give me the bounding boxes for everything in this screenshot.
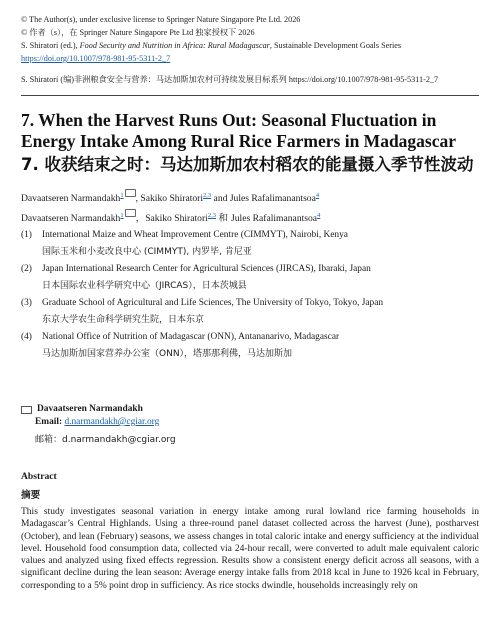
author-name: Sakiko Shiratori bbox=[140, 193, 204, 205]
abstract-text: This study investigates seasonal variation in energy intake among rural lowland rice farming households in Madagascar’s Central Highlands. Using a three-round panel dataset collected across the harvest (June), postharvest (October), and lean (February) seasons, we assess changes in total caloric intake and energy sufficiency at the individual level. Household food consumption data, collected via 24-hour recall, were converted to adult male equivalent caloric values and analyzed using fixed effects regression. Results show a consistent energy deficit across all seasons, with a significant decline during the lean season: Average energy intake falls from 2018 kcal in June to 1926 kcal in February, corresponding to a 5% point drop in sufficiency. As rice stocks dwindle, households increasingly rely on bbox=[21, 507, 479, 591]
chapter-title-zh: 7. 收获结束之时：马达加斯加农村稻农的能量摄入季节性波动 bbox=[21, 155, 474, 174]
author-name: Davaatseren Narmandakh bbox=[21, 193, 121, 205]
affiliation-zh: 东京大学农生命科学研究生院，日本东京 bbox=[42, 315, 205, 325]
doi-link[interactable]: https://doi.org/10.1007/978-981-95-5311-2_7 bbox=[21, 54, 171, 63]
chapter-title: 7. When the Harvest Runs Out: Seasonal Fluctuation in Energy Intake Among Rural Rice Farmers in Madagascar bbox=[21, 110, 457, 151]
affiliation-4: (4) National Office of Nutrition of Madagascar (ONN), Antananarivo, Madagascar 马达加斯加国家营养办公室（ONN），塔那那利佛，马达加斯加 bbox=[21, 331, 479, 365]
affiliation-ref[interactable]: 4 bbox=[317, 212, 321, 219]
affiliation-zh: 国际玉米和小麦改良中心 (CIMMYT), 内罗毕, 肯尼亚 bbox=[42, 247, 252, 257]
author-name: Jules Rafalimanantsoa bbox=[229, 193, 316, 205]
affiliation-3: (3) Graduate School of Agricultural and Life Sciences, The University of Tokyo, Tokyo, Japan 东京大学农生命科学研究生院，日本东京 bbox=[21, 297, 479, 331]
author-name: Jules Rafalimanantsoa bbox=[231, 213, 318, 225]
book-reference: S. Shiratori (ed.), Food Security and Nutrition in Africa: Rural Madagascar, Sustainable Development Goals Series bbox=[21, 41, 402, 50]
abstract-heading-zh: 摘要 bbox=[21, 490, 41, 501]
affiliation-ref[interactable]: 1 bbox=[120, 192, 124, 199]
affiliation-en: International Maize and Wheat Improvement Centre (CIMMYT), Nairobi, Kenya bbox=[42, 230, 348, 240]
affiliation-1: (1) International Maize and Wheat Improvement Centre (CIMMYT), Nairobi, Kenya 国际玉米和小麦改良中心 (CIMMYT), 内罗毕, 肯尼亚 bbox=[21, 229, 479, 263]
email-zh: 邮箱：d.narmandakh@cgiar.org bbox=[35, 435, 176, 445]
affiliation-ref[interactable]: 4 bbox=[315, 192, 320, 199]
abstract-heading: Abstract bbox=[21, 471, 57, 482]
affiliation-en: Japan International Research Center for Agricultural Sciences (JIRCAS), Ibaraki, Japan bbox=[42, 264, 371, 274]
affiliation-zh: 马达加斯加国家营养办公室（ONN），塔那那利佛，马达加斯加 bbox=[42, 349, 293, 359]
affiliation-ref[interactable]: 2 bbox=[203, 192, 207, 199]
affiliation-en: Graduate School of Agricultural and Life Sciences, The University of Tokyo, Tokyo, Japan bbox=[42, 298, 384, 308]
author-line-zh: Davaatseren Narmandakh$^1$ ，Sakiko Shiratori$^{2,3}$ 和 Jules Rafalimanantsoa$^4$ bbox=[21, 209, 479, 229]
divider bbox=[21, 95, 479, 96]
envelope-icon bbox=[21, 406, 32, 414]
author-list bbox=[21, 189, 479, 229]
corresponding-author: Davaatseren Narmandakh Email: d.narmandakh@cgiar.org 邮箱：d.narmandakh@cgiar.org bbox=[21, 403, 479, 447]
affiliation-zh: 日本国际农业科学研究中心（JIRCAS），日本茨城县 bbox=[42, 281, 247, 291]
affiliation-ref[interactable]: 3 bbox=[207, 192, 212, 199]
author-name: Davaatseren Narmandakh bbox=[21, 213, 121, 225]
affiliation-en: National Office of Nutrition of Madagascar (ONN), Antananarivo, Madagascar bbox=[42, 332, 340, 342]
affiliation-2: (2) Japan International Research Center for Agricultural Sciences (JIRCAS), Ibaraki, Japan 日本国际农业科学研究中心（JIRCAS），日本茨城县 bbox=[21, 263, 479, 297]
email-icon[interactable] bbox=[125, 209, 136, 217]
affiliation-list bbox=[21, 229, 479, 365]
affiliation-ref[interactable]: 2 bbox=[207, 212, 212, 219]
copyright-zh: © 作者（s），在 Springer Nature Singapore Pte Ltd 独家授权下 2026 bbox=[21, 28, 255, 37]
copyright-en: © The Author(s), under exclusive license to Springer Nature Singapore Pte Ltd. 2026 bbox=[21, 15, 301, 24]
citation-zh: S. Shiratori (编)非洲粮食安全与营养：马达加斯加农村可持续发展目标系列 https://doi.org/10.1007/978-981-95-5311-2_7 bbox=[21, 75, 439, 84]
front-matter bbox=[21, 13, 479, 86]
affiliation-ref[interactable]: 3 bbox=[212, 212, 216, 219]
author-line-en: Davaatseren Narmandakh$^1$ , Sakiko Shiratori$^{2,3}$ and Jules Rafalimanantsoa$^4$ bbox=[21, 189, 479, 209]
book-title: Food Security and Nutrition in Africa: Rural Madagascar bbox=[79, 41, 270, 50]
email-link[interactable]: d.narmandakh@cgiar.org bbox=[64, 417, 160, 427]
corresponding-name: Davaatseren Narmandakh bbox=[37, 404, 143, 414]
email-icon[interactable] bbox=[125, 189, 136, 197]
affiliation-ref[interactable]: 1 bbox=[120, 212, 124, 219]
author-name: Sakiko Shiratori bbox=[145, 213, 208, 225]
